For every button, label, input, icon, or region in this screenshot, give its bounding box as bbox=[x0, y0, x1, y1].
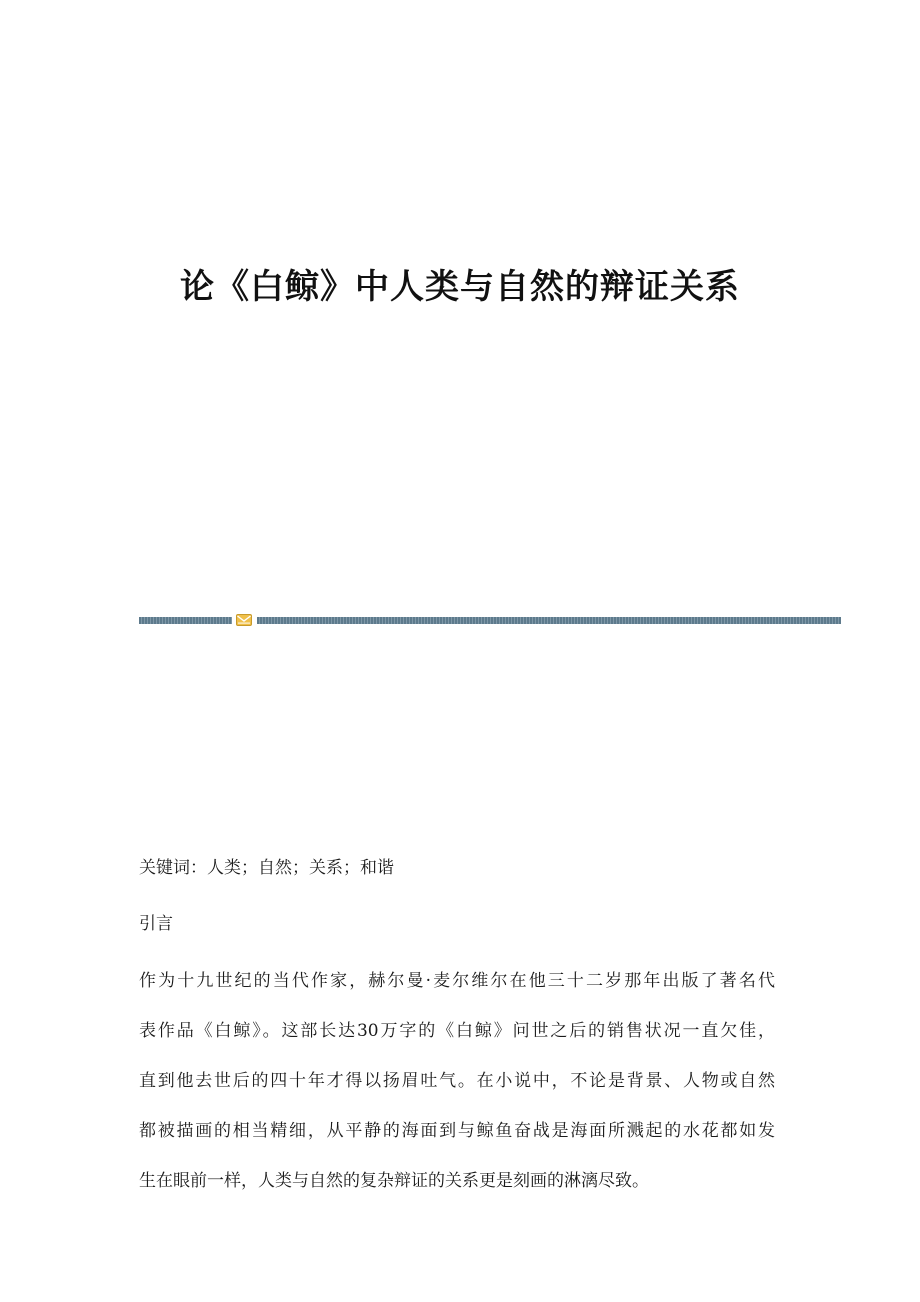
paragraph-line: 生在眼前一样，人类与自然的复杂辩证的关系更是刻画的淋漓尽致。 bbox=[139, 1171, 649, 1191]
introduction-paragraph bbox=[139, 956, 775, 1206]
paragraph-line: 表作品《白鲸》。这部长达30万字的《白鲸》问世之后的销售状况一直欠佳， bbox=[139, 1021, 775, 1041]
envelope-icon bbox=[236, 614, 252, 626]
divider-bar-left bbox=[139, 617, 232, 624]
document-title: 论《白鲸》中人类与自然的辩证关系 bbox=[180, 267, 740, 307]
divider-bar-right bbox=[257, 617, 841, 624]
paragraph-line: 直到他去世后的四十年才得以扬眉吐气。在小说中，不论是背景、人物或自然 bbox=[139, 1071, 775, 1091]
paragraph-line: 作为十九世纪的当代作家，赫尔曼·麦尔维尔在他三十二岁那年出版了著名代 bbox=[139, 971, 775, 991]
paragraph-line: 都被描画的相当精细，从平静的海面到与鲸鱼奋战是海面所溅起的水花都如发 bbox=[139, 1121, 775, 1141]
section-heading-introduction: 引言 bbox=[139, 914, 173, 934]
keywords-line: 关键词：人类；自然；关系；和谐 bbox=[139, 858, 394, 878]
title-divider bbox=[139, 614, 841, 626]
